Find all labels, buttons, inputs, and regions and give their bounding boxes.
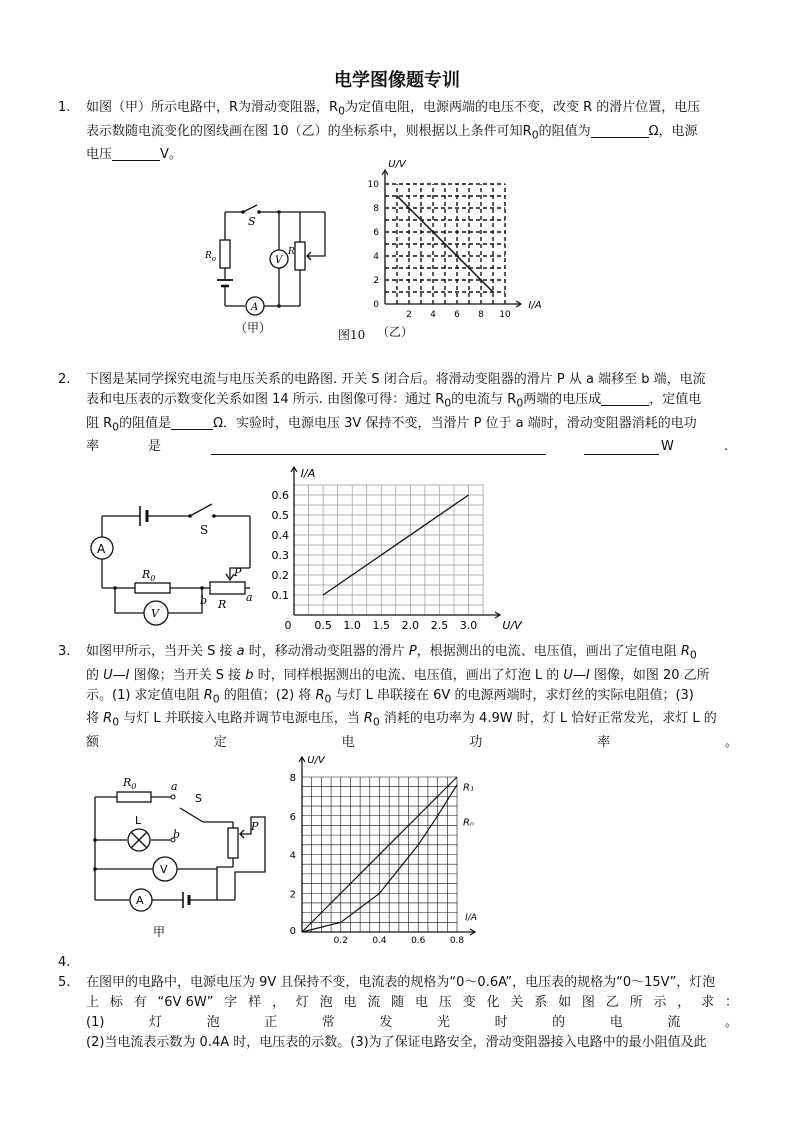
q2-text: 的电流与 R <box>451 392 517 407</box>
q3-text: 与灯 L 串联接在 6V 的电源两端时，求灯丝的实际电阻值；(3) <box>331 687 694 703</box>
x-tick-label: 2.0 <box>401 619 420 632</box>
rheostat <box>228 828 238 858</box>
x-axis-label: U/V <box>502 619 522 632</box>
q2-text: 是 <box>148 439 162 455</box>
q3-char: 。 <box>724 734 738 750</box>
spread-char: 电 <box>343 995 357 1010</box>
q3-text: 的阻值；(2) 将 <box>219 687 316 703</box>
q2-text: 的阻值是 <box>119 415 172 431</box>
question-5 <box>58 973 738 1053</box>
label-a-end: a <box>246 591 253 604</box>
circuit-diagram-2 <box>90 498 265 633</box>
q3-char: 功 <box>469 734 483 750</box>
y-tick-label: 2 <box>289 889 296 901</box>
q1-text: 为定值电阻，电源两端的电压不变，改变 R 的滑片位置，电压 <box>344 100 701 115</box>
rheostat <box>295 242 305 270</box>
label-s: S <box>248 215 256 228</box>
spread-char: 系 <box>534 995 548 1010</box>
y-axis-label: U/V <box>307 755 325 766</box>
spread-char: 常 <box>321 1015 335 1030</box>
q2-text: 下图是某同学探究电流与电压关系的电路图. 开关 S 闭合后。将滑动变阻器的滑片 P 从 a 端移至 b 端，电流 <box>86 372 706 387</box>
y-tick-label: 0.6 <box>271 489 289 502</box>
label-r0: $R_o$ <box>205 251 216 263</box>
q3-char: 定 <box>213 734 227 750</box>
answer-blank[interactable] <box>601 391 649 406</box>
spread-char: 化 <box>486 995 500 1010</box>
spread-char: “6V 6W” <box>157 995 214 1010</box>
spread-char: ， <box>677 995 691 1010</box>
answer-blank[interactable] <box>171 415 213 430</box>
subscript: 0 <box>516 396 524 410</box>
q3-text: R <box>363 711 373 727</box>
q3-char: 率 <box>597 734 611 750</box>
label-v: V <box>160 863 168 876</box>
spread-char: 。 <box>724 1015 738 1030</box>
q5-spread-line <box>86 993 738 1013</box>
question-number: 5. <box>58 975 71 990</box>
question-number: 3. <box>58 644 71 659</box>
spread-char: 光 <box>436 1015 450 1030</box>
q3-text: P <box>408 644 417 659</box>
x-tick-label: 2 <box>406 310 412 320</box>
y-tick-label: 6 <box>373 228 379 238</box>
subscript: 0 <box>324 692 332 706</box>
label-p: P <box>234 566 242 579</box>
spread-char: ， <box>271 995 285 1010</box>
q3-text: 时，移动滑动变阻器的滑片 <box>244 644 409 659</box>
spread-char: 标 <box>109 995 123 1010</box>
spread-char: 灯 <box>295 995 309 1010</box>
label-s: S <box>200 523 209 537</box>
spread-char: 发 <box>379 1015 393 1030</box>
q1-text: V。 <box>160 147 182 163</box>
label-b: b <box>200 594 208 607</box>
subscript: 0 <box>372 715 380 729</box>
spread-char: 泡 <box>319 995 333 1010</box>
label-p: P <box>251 820 259 833</box>
x-tick-label: 0.8 <box>449 936 465 946</box>
label-r: R <box>288 247 295 257</box>
spread-char: 随 <box>391 995 405 1010</box>
q3-text: 如图甲所示，当开关 S 接 <box>86 644 237 659</box>
y-tick-label: 0.3 <box>271 549 289 562</box>
question-number: 1. <box>58 100 71 115</box>
label-a-contact: a <box>171 780 178 793</box>
subscript: 0 <box>444 396 452 410</box>
q3-text: R <box>680 644 690 659</box>
q3-text: 将 <box>86 711 104 727</box>
y-tick-label: 8 <box>373 204 379 214</box>
spread-char: 正 <box>264 1015 278 1030</box>
spread-char: 图 <box>581 995 595 1010</box>
q3-text: 时，同样根据测出的电流、电压值，画出了灯泡 L 的 <box>253 667 564 683</box>
y-tick-label: 0 <box>373 300 379 310</box>
resistor-r0 <box>220 240 230 268</box>
q2-text: W <box>661 439 674 455</box>
series-label-r1: R₁ <box>463 782 474 794</box>
y-tick-label: 10 <box>367 180 379 190</box>
label-v: V <box>275 255 283 266</box>
circuit-diagram-3 <box>85 772 275 947</box>
y-tick-label: 0 <box>289 926 296 937</box>
figure-caption-yi: （乙） <box>376 325 414 339</box>
series-label-rn: Rₙ <box>463 817 474 829</box>
q3-char: 电 <box>341 734 355 750</box>
q5-text: (2)当电流表示数为 0.4A 时，电压表的示数。(3)为了保证电路安全，滑动变阻器接入电路中的最小阻值及此 <box>86 1035 707 1050</box>
x-tick-label: 3.0 <box>459 619 478 632</box>
q3-text: 的 <box>86 667 104 683</box>
q3-text: U—I <box>563 667 590 683</box>
y-tick-label: 8 <box>289 773 296 784</box>
spread-char: 所 <box>629 995 643 1010</box>
subscript: 0 <box>112 715 120 729</box>
label-a: A <box>97 542 106 556</box>
spread-char: 流 <box>367 995 381 1010</box>
q2-text: . <box>724 439 729 455</box>
spread-char: 求 <box>701 995 715 1010</box>
resistor-r0 <box>135 583 170 593</box>
label-r: R <box>218 598 227 611</box>
rheostat <box>210 582 245 594</box>
y-tick-label: 4 <box>289 850 296 862</box>
label-b-contact: b <box>173 828 181 841</box>
figure-caption-jia: （甲） <box>235 321 272 335</box>
spread-char: (1) <box>86 1015 105 1030</box>
q2-text: 表和电压表的示数变化关系如图 14 所示. 由图像可得：通过 R <box>86 392 445 407</box>
q3-text: 消耗的电功率为 4.9W 时，灯 L 恰好正常发光，求灯 L 的 <box>379 711 717 727</box>
answer-blank[interactable] <box>584 440 659 455</box>
y-tick-label: 0.2 <box>271 569 289 582</box>
label-a: A <box>251 302 259 313</box>
q2-text: 阻 R <box>86 415 113 431</box>
y-tick-label: 2 <box>373 276 379 286</box>
spread-char: 上 <box>86 995 100 1010</box>
question-2 <box>58 370 738 457</box>
figure-caption-jia: 甲 <box>153 925 166 939</box>
answer-blank[interactable] <box>591 123 649 138</box>
q3-text: 示。(1) 求定值电阻 <box>86 687 204 703</box>
y-axis-label: I/A <box>300 467 316 480</box>
q3-text: a <box>236 644 245 659</box>
subscript: 0 <box>212 692 220 706</box>
spread-char: 压 <box>438 995 452 1010</box>
spread-char: 泡 <box>206 1015 220 1030</box>
x-tick-label: 1.0 <box>343 619 361 632</box>
chart-q1 <box>355 159 545 339</box>
q1-text: 电压 <box>86 147 113 163</box>
y-tick-label: 0.5 <box>271 509 289 522</box>
spread-char: 样 <box>248 995 262 1010</box>
label-a: A <box>136 894 144 907</box>
q3-text: R <box>315 687 325 703</box>
spread-char: 电 <box>609 1015 623 1030</box>
q1-text: 表示数随电流变化的图线画在图 10（乙）的坐标系中，则根据以上条件可知R <box>86 123 532 139</box>
spread-char: 电 <box>415 995 429 1010</box>
q3-text: R <box>103 711 113 727</box>
spread-char: 灯 <box>149 1015 163 1030</box>
q3-spread-line <box>86 733 738 753</box>
spread-char: 流 <box>667 1015 681 1030</box>
spread-char: 的 <box>552 1015 566 1030</box>
x-tick-label: 8 <box>478 310 484 320</box>
q2-text: ，定值电 <box>649 392 702 407</box>
x-tick-label: 0 <box>284 619 292 632</box>
subscript: 0 <box>689 648 697 662</box>
q3-char: 额 <box>86 734 100 750</box>
y-tick-label: 0.1 <box>271 589 289 602</box>
chart-q3 <box>282 752 492 947</box>
x-tick-label: 2.5 <box>430 619 449 632</box>
x-tick-label: 4 <box>430 310 436 320</box>
subscript: 0 <box>338 104 345 118</box>
question-number: 4. <box>58 955 71 970</box>
q1-text: Ω，电源 <box>648 123 698 139</box>
label-r0: $R_0$ <box>142 568 156 583</box>
label-l: L <box>135 814 142 827</box>
chart-q2 <box>262 465 522 640</box>
q1-text: 的阻值为 <box>538 123 591 139</box>
q1-text: 如图（甲）所示电路中，R为滑动变阻器，R <box>86 100 339 115</box>
q2-text: 两端的电压成 <box>523 392 602 407</box>
spread-char: 关 <box>510 995 524 1010</box>
spread-char: 乙 <box>605 995 619 1010</box>
x-tick-label: 0.2 <box>333 936 348 946</box>
spread-char: 有 <box>133 995 147 1010</box>
x-axis-label: I/A <box>465 913 477 923</box>
answer-blank[interactable] <box>112 146 160 161</box>
circuit-diagram-1 <box>195 200 335 340</box>
x-tick-label: 0.5 <box>314 619 332 632</box>
q3-text: 与灯 L 并联接入电路并调节电源电压，当 <box>119 711 364 727</box>
subscript: 0 <box>531 128 539 142</box>
x-tick-label: 1.5 <box>372 619 391 632</box>
q5-text: 在图甲的电路中，电源电压为 9V 且保持不变，电流表的规格为“0～0.6A”，电压表的规格为“0～15V”，灯泡 <box>86 975 716 990</box>
label-r0: $R_0$ <box>123 776 137 791</box>
spread-char: ： <box>724 995 738 1010</box>
q3-text: U—I <box>103 667 130 683</box>
q3-text: R <box>203 687 213 703</box>
q5-spread-line <box>86 1013 738 1033</box>
q3-text: 图像；当开关 S 接 <box>129 667 246 683</box>
y-axis-label: U/V <box>388 159 406 170</box>
x-axis-label: I/A <box>528 300 542 311</box>
x-tick-label: 0.4 <box>372 936 387 946</box>
q2-text: Ω．实验时，电源电压 3V 保持不变，当滑片 P 位于 a 端时，滑动变阻器消耗的电功 <box>213 415 697 431</box>
spread-char: 时 <box>494 1015 508 1030</box>
x-tick-label: 10 <box>499 310 511 320</box>
q3-text: ，根据测出的电流、电压值，画出了定值电阻 <box>416 644 681 659</box>
spread-char: 字 <box>224 995 238 1010</box>
spread-char: 如 <box>558 995 572 1010</box>
x-tick-label: 0.6 <box>411 936 426 946</box>
answer-blank[interactable] <box>211 440 546 455</box>
label-s: S <box>195 792 202 805</box>
question-3 <box>58 642 738 753</box>
subscript: 0 <box>112 420 120 434</box>
question-1 <box>58 98 738 165</box>
q3-text: 图像，如图 20 乙所 <box>589 667 710 683</box>
q3-text: b <box>245 667 254 683</box>
y-tick-label: 6 <box>289 811 296 823</box>
q2-text: 率 <box>86 439 100 455</box>
y-tick-label: 4 <box>373 252 379 262</box>
label-v: V <box>151 607 159 620</box>
y-tick-label: 0.4 <box>271 529 289 542</box>
spread-char: 变 <box>462 995 476 1010</box>
figure-number: 图10 <box>338 328 366 342</box>
spread-char: 示 <box>653 995 667 1010</box>
question-number: 2. <box>58 372 71 387</box>
page-title: 电学图像题专训 <box>334 70 460 91</box>
resistor-r0 <box>117 792 151 802</box>
x-tick-label: 6 <box>454 310 460 320</box>
